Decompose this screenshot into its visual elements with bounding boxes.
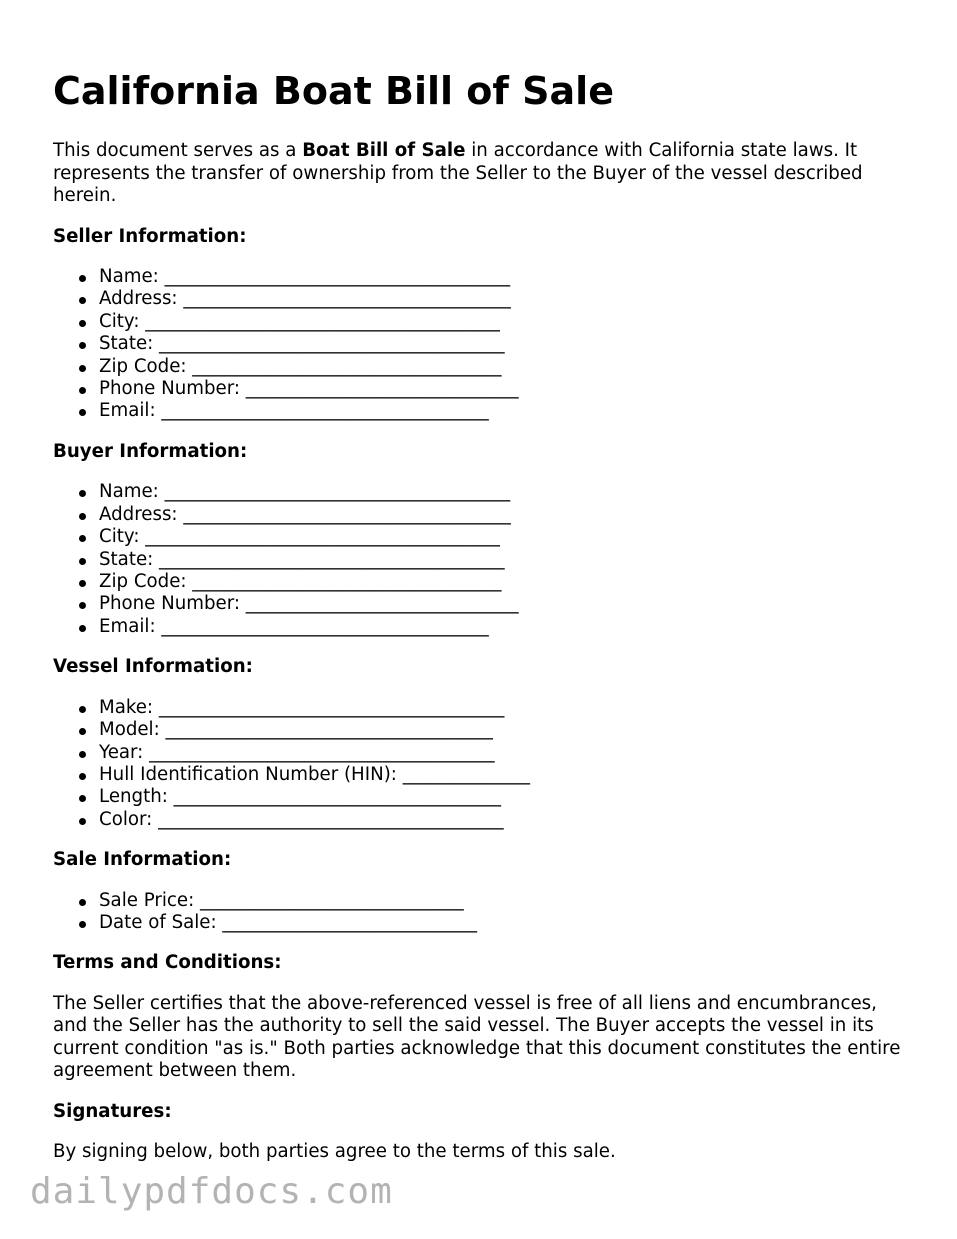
buyer-email-field[interactable]: Email: ____________________________________ bbox=[99, 616, 913, 638]
terms-paragraph: The Seller certifies that the above-referenced vessel is free of all liens and encumbrances, and the Seller has the authority to sell the said vessel. The Buyer accepts the vessel in its current condition "as is." Both parties acknowledge that this document constitutes the entire agreement between them. bbox=[53, 992, 901, 1082]
buyer-state-field[interactable]: State: ______________________________________ bbox=[99, 549, 913, 571]
seller-city-field[interactable]: City: _______________________________________ bbox=[99, 311, 913, 333]
vessel-color-field[interactable]: Color: ______________________________________ bbox=[99, 809, 913, 831]
document-title: California Boat Bill of Sale bbox=[53, 69, 614, 113]
document-page bbox=[53, 0, 913, 1164]
seller-fields-list bbox=[53, 266, 913, 423]
sale-heading: Sale Information: bbox=[53, 849, 232, 871]
vessel-length-field[interactable]: Length: ____________________________________ bbox=[99, 786, 913, 808]
seller-state-field[interactable]: State: ______________________________________ bbox=[99, 333, 913, 355]
buyer-phone-field[interactable]: Phone Number: ______________________________ bbox=[99, 593, 913, 615]
vessel-fields-list bbox=[53, 697, 913, 831]
seller-zip-field[interactable]: Zip Code: __________________________________ bbox=[99, 356, 913, 378]
seller-address-field[interactable]: Address: ____________________________________ bbox=[99, 288, 913, 310]
watermark: dailypdfdocs.com bbox=[30, 1171, 393, 1212]
intro-text-bold: Boat Bill of Sale bbox=[302, 140, 466, 161]
buyer-heading: Buyer Information: bbox=[53, 440, 248, 462]
buyer-zip-field[interactable]: Zip Code: __________________________________ bbox=[99, 571, 913, 593]
buyer-name-field[interactable]: Name: ______________________________________ bbox=[99, 481, 913, 503]
signatures-paragraph: By signing below, both parties agree to the terms of this sale. bbox=[53, 1141, 616, 1163]
seller-name-field[interactable]: Name: ______________________________________ bbox=[99, 266, 913, 288]
vessel-year-field[interactable]: Year: ______________________________________ bbox=[99, 742, 913, 764]
vessel-make-field[interactable]: Make: ______________________________________ bbox=[99, 697, 913, 719]
intro-text-after: in accordance with California state laws. It represents the transfer of ownership from the Seller to the Buyer of the vessel described herein. bbox=[53, 140, 863, 206]
terms-heading: Terms and Conditions: bbox=[53, 952, 282, 974]
intro-paragraph bbox=[53, 140, 913, 208]
signatures-heading: Signatures: bbox=[53, 1100, 172, 1122]
sale-fields-list bbox=[53, 890, 913, 935]
seller-heading: Seller Information: bbox=[53, 225, 247, 247]
sale-date-field[interactable]: Date of Sale: ____________________________ bbox=[99, 912, 913, 934]
buyer-address-field[interactable]: Address: ____________________________________ bbox=[99, 504, 913, 526]
buyer-city-field[interactable]: City: _______________________________________ bbox=[99, 526, 913, 548]
vessel-heading: Vessel Information: bbox=[53, 656, 253, 678]
seller-phone-field[interactable]: Phone Number: ______________________________ bbox=[99, 378, 913, 400]
seller-email-field[interactable]: Email: ____________________________________ bbox=[99, 400, 913, 422]
vessel-hin-field[interactable]: Hull Identification Number (HIN): ______________ bbox=[99, 764, 913, 786]
buyer-fields-list bbox=[53, 481, 913, 638]
intro-text-before: This document serves as a bbox=[53, 140, 303, 161]
sale-price-field[interactable]: Sale Price: _____________________________ bbox=[99, 890, 913, 912]
vessel-model-field[interactable]: Model: ____________________________________ bbox=[99, 719, 913, 741]
